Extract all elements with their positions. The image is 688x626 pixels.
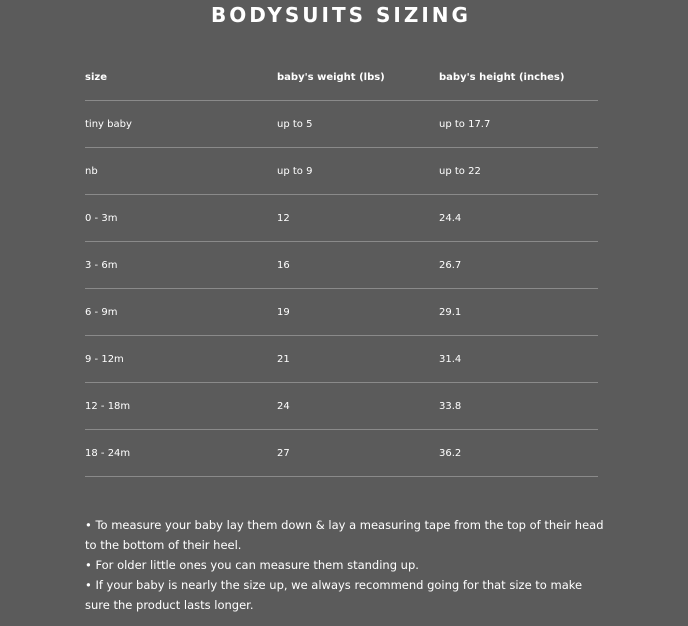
table-row <box>85 148 598 195</box>
header-height: baby's height (inches) <box>439 72 565 83</box>
measuring-notes <box>85 515 605 615</box>
cell-weight: 19 <box>277 307 290 318</box>
note-size-up: • If your baby is nearly the size up, we always recommend going for that size to make sure the product lasts longer. <box>85 578 583 612</box>
cell-size: 6 - 9m <box>85 307 118 318</box>
cell-height: 26.7 <box>439 260 462 271</box>
cell-weight: up to 5 <box>277 119 313 130</box>
note-measure-lying: • To measure your baby lay them down & lay a measuring tape from the top of their head to the bottom of their heel. <box>85 518 604 552</box>
cell-size: 9 - 12m <box>85 354 124 365</box>
cell-size: 3 - 6m <box>85 260 118 271</box>
table-header-row <box>85 54 598 101</box>
cell-height: 24.4 <box>439 213 462 224</box>
cell-weight: 27 <box>277 448 290 459</box>
table-row <box>85 430 598 477</box>
cell-size: tiny baby <box>85 119 132 130</box>
table-row <box>85 289 598 336</box>
cell-height: up to 22 <box>439 166 481 177</box>
table-row <box>85 195 598 242</box>
cell-height: 33.8 <box>439 401 462 412</box>
cell-height: 36.2 <box>439 448 462 459</box>
note-measure-standing: • For older little ones you can measure them standing up. <box>85 558 419 572</box>
cell-height: up to 17.7 <box>439 119 491 130</box>
table-row <box>85 336 598 383</box>
cell-weight: up to 9 <box>277 166 313 177</box>
cell-weight: 24 <box>277 401 290 412</box>
table-row <box>85 383 598 430</box>
table-row <box>85 242 598 289</box>
cell-size: 0 - 3m <box>85 213 118 224</box>
cell-weight: 12 <box>277 213 290 224</box>
cell-weight: 21 <box>277 354 290 365</box>
cell-size: 12 - 18m <box>85 401 131 412</box>
cell-size: 18 - 24m <box>85 448 131 459</box>
cell-size: nb <box>85 166 98 177</box>
table-row <box>85 101 598 148</box>
cell-height: 29.1 <box>439 307 462 318</box>
size-table <box>85 54 598 477</box>
header-weight: baby's weight (lbs) <box>277 72 385 83</box>
cell-height: 31.4 <box>439 354 462 365</box>
header-size: size <box>85 72 107 83</box>
page-title: BODYSUITS SIZING <box>211 3 471 27</box>
cell-weight: 16 <box>277 260 290 271</box>
